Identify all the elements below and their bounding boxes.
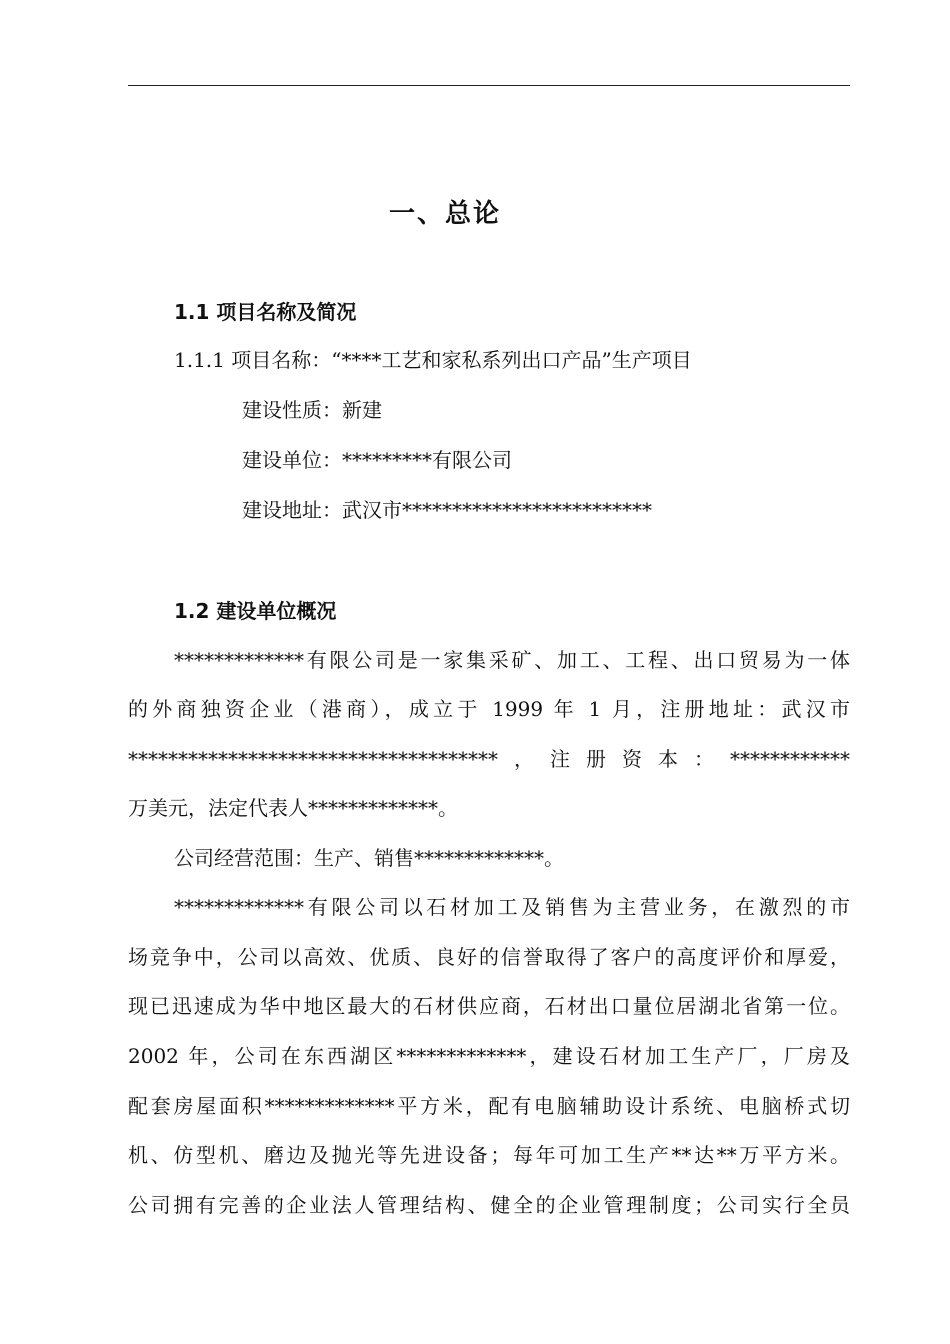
paragraph-line: 机、仿型机、磨边及抛光等先进设备；每年可加工生产**达**万平方米。	[128, 1143, 850, 1167]
paragraph-line: 配套房屋面积*************平方米，配有电脑辅助设计系统、电脑桥式切	[128, 1094, 850, 1118]
paragraph-line: *************有限公司以石材加工及销售为主营业务，在激烈的市	[174, 895, 850, 919]
paragraph-line: 万美元，法定代表人*************。	[128, 796, 458, 820]
paragraph-line: 的外商独资企业（港商），成立于 1999 年 1 月，注册地址：武汉市	[128, 697, 850, 721]
paragraph-line: *************************************，注册资本：************	[128, 747, 850, 771]
project-name-line: 1.1.1 项目名称：“****工艺和家私系列出口产品”生产项目	[174, 348, 692, 372]
construction-address-line: 建设地址：武汉市*************************	[242, 498, 652, 522]
business-scope-line: 公司经营范围：生产、销售*************。	[174, 846, 564, 870]
paragraph-line: 现已迅速成为华中地区最大的石材供应商，石材出口量位居湖北省第一位。	[128, 994, 850, 1018]
construction-nature-line: 建设性质：新建	[242, 398, 382, 422]
section-heading-1-2: 1.2 建设单位概况	[174, 599, 337, 623]
chapter-title: 一、总论	[388, 199, 501, 229]
section-heading-1-1: 1.1 项目名称及简况	[174, 300, 357, 324]
paragraph-line: *************有限公司是一家集采矿、加工、工程、出口贸易为一体	[174, 648, 850, 672]
paragraph-line: 2002 年，公司在东西湖区*************，建设石材加工生产厂，厂房及	[128, 1044, 850, 1068]
paragraph-line: 场竞争中，公司以高效、优质、良好的信誉取得了客户的高度评价和厚爱，	[128, 945, 850, 969]
construction-unit-line: 建设单位：*********有限公司	[242, 448, 512, 472]
header-rule	[128, 85, 850, 86]
paragraph-line: 公司拥有完善的企业法人管理结构、健全的企业管理制度；公司实行全员	[128, 1193, 850, 1217]
